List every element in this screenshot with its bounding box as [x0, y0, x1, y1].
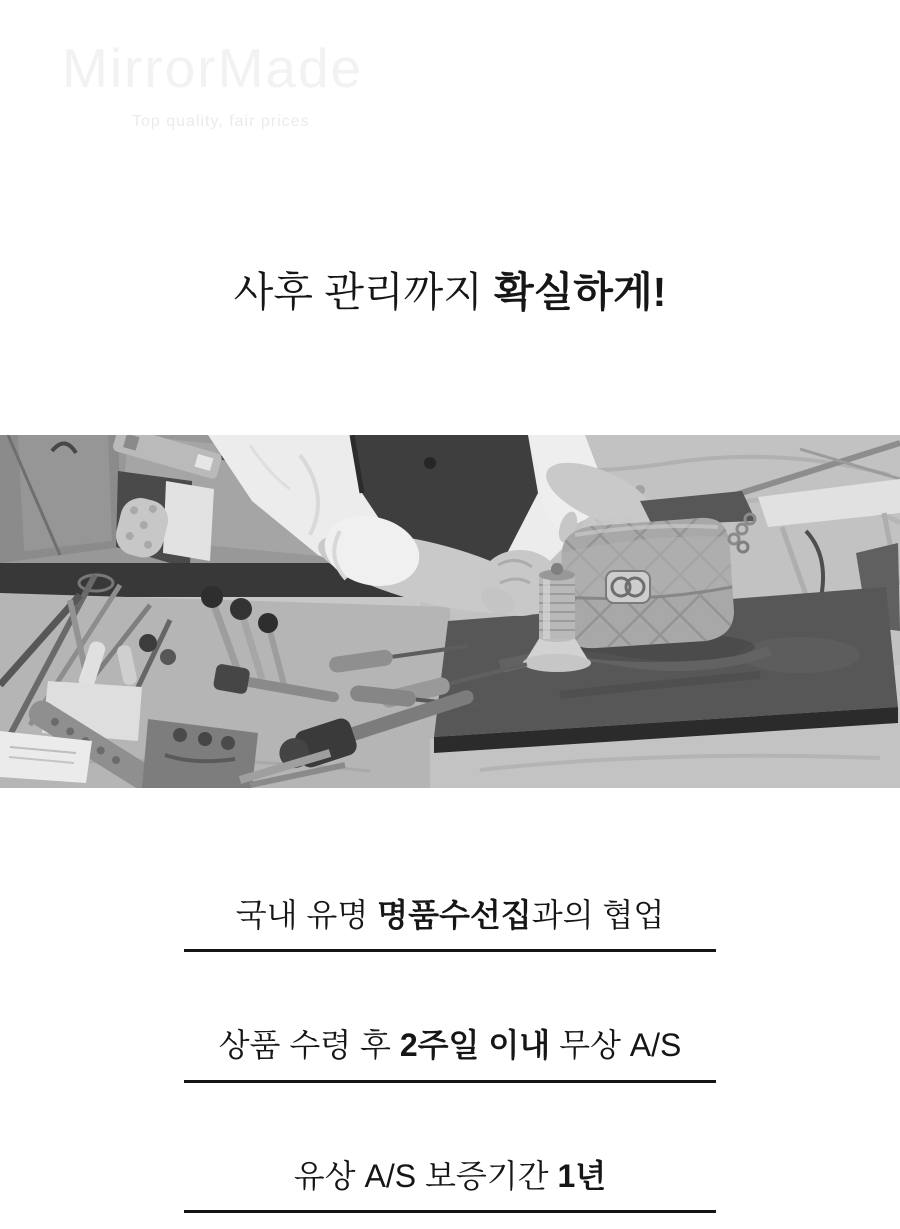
section-heading-bold: 확실하게! [494, 269, 667, 315]
feature-text-bold: 1년 [557, 1157, 607, 1194]
feature-list [0, 896, 900, 1213]
workshop-photo [0, 435, 900, 788]
workshop-photo-illustration [0, 435, 900, 788]
brand-watermark [62, 36, 363, 131]
feature-text: 무상 A/S [550, 1027, 682, 1064]
feature-free-as [184, 1026, 716, 1082]
feature-text: 과의 협업 [531, 897, 665, 933]
feature-text-bold: 2주일 이내 [399, 1027, 551, 1064]
feature-paid-warranty [184, 1157, 716, 1213]
section-heading-normal: 사후 관리까지 [233, 269, 495, 315]
feature-text: 유상 A/S 보증기간 [293, 1157, 558, 1194]
brand-tagline: Top quality, fair prices [132, 113, 310, 130]
section-heading [0, 268, 900, 317]
brand-logo-text: MirrorMade [62, 37, 364, 99]
feature-collaboration [184, 896, 716, 952]
feature-text: 상품 수령 후 [218, 1027, 400, 1064]
feature-text-bold: 명품수선집 [377, 897, 532, 933]
feature-text: 국내 유명 [235, 897, 378, 933]
